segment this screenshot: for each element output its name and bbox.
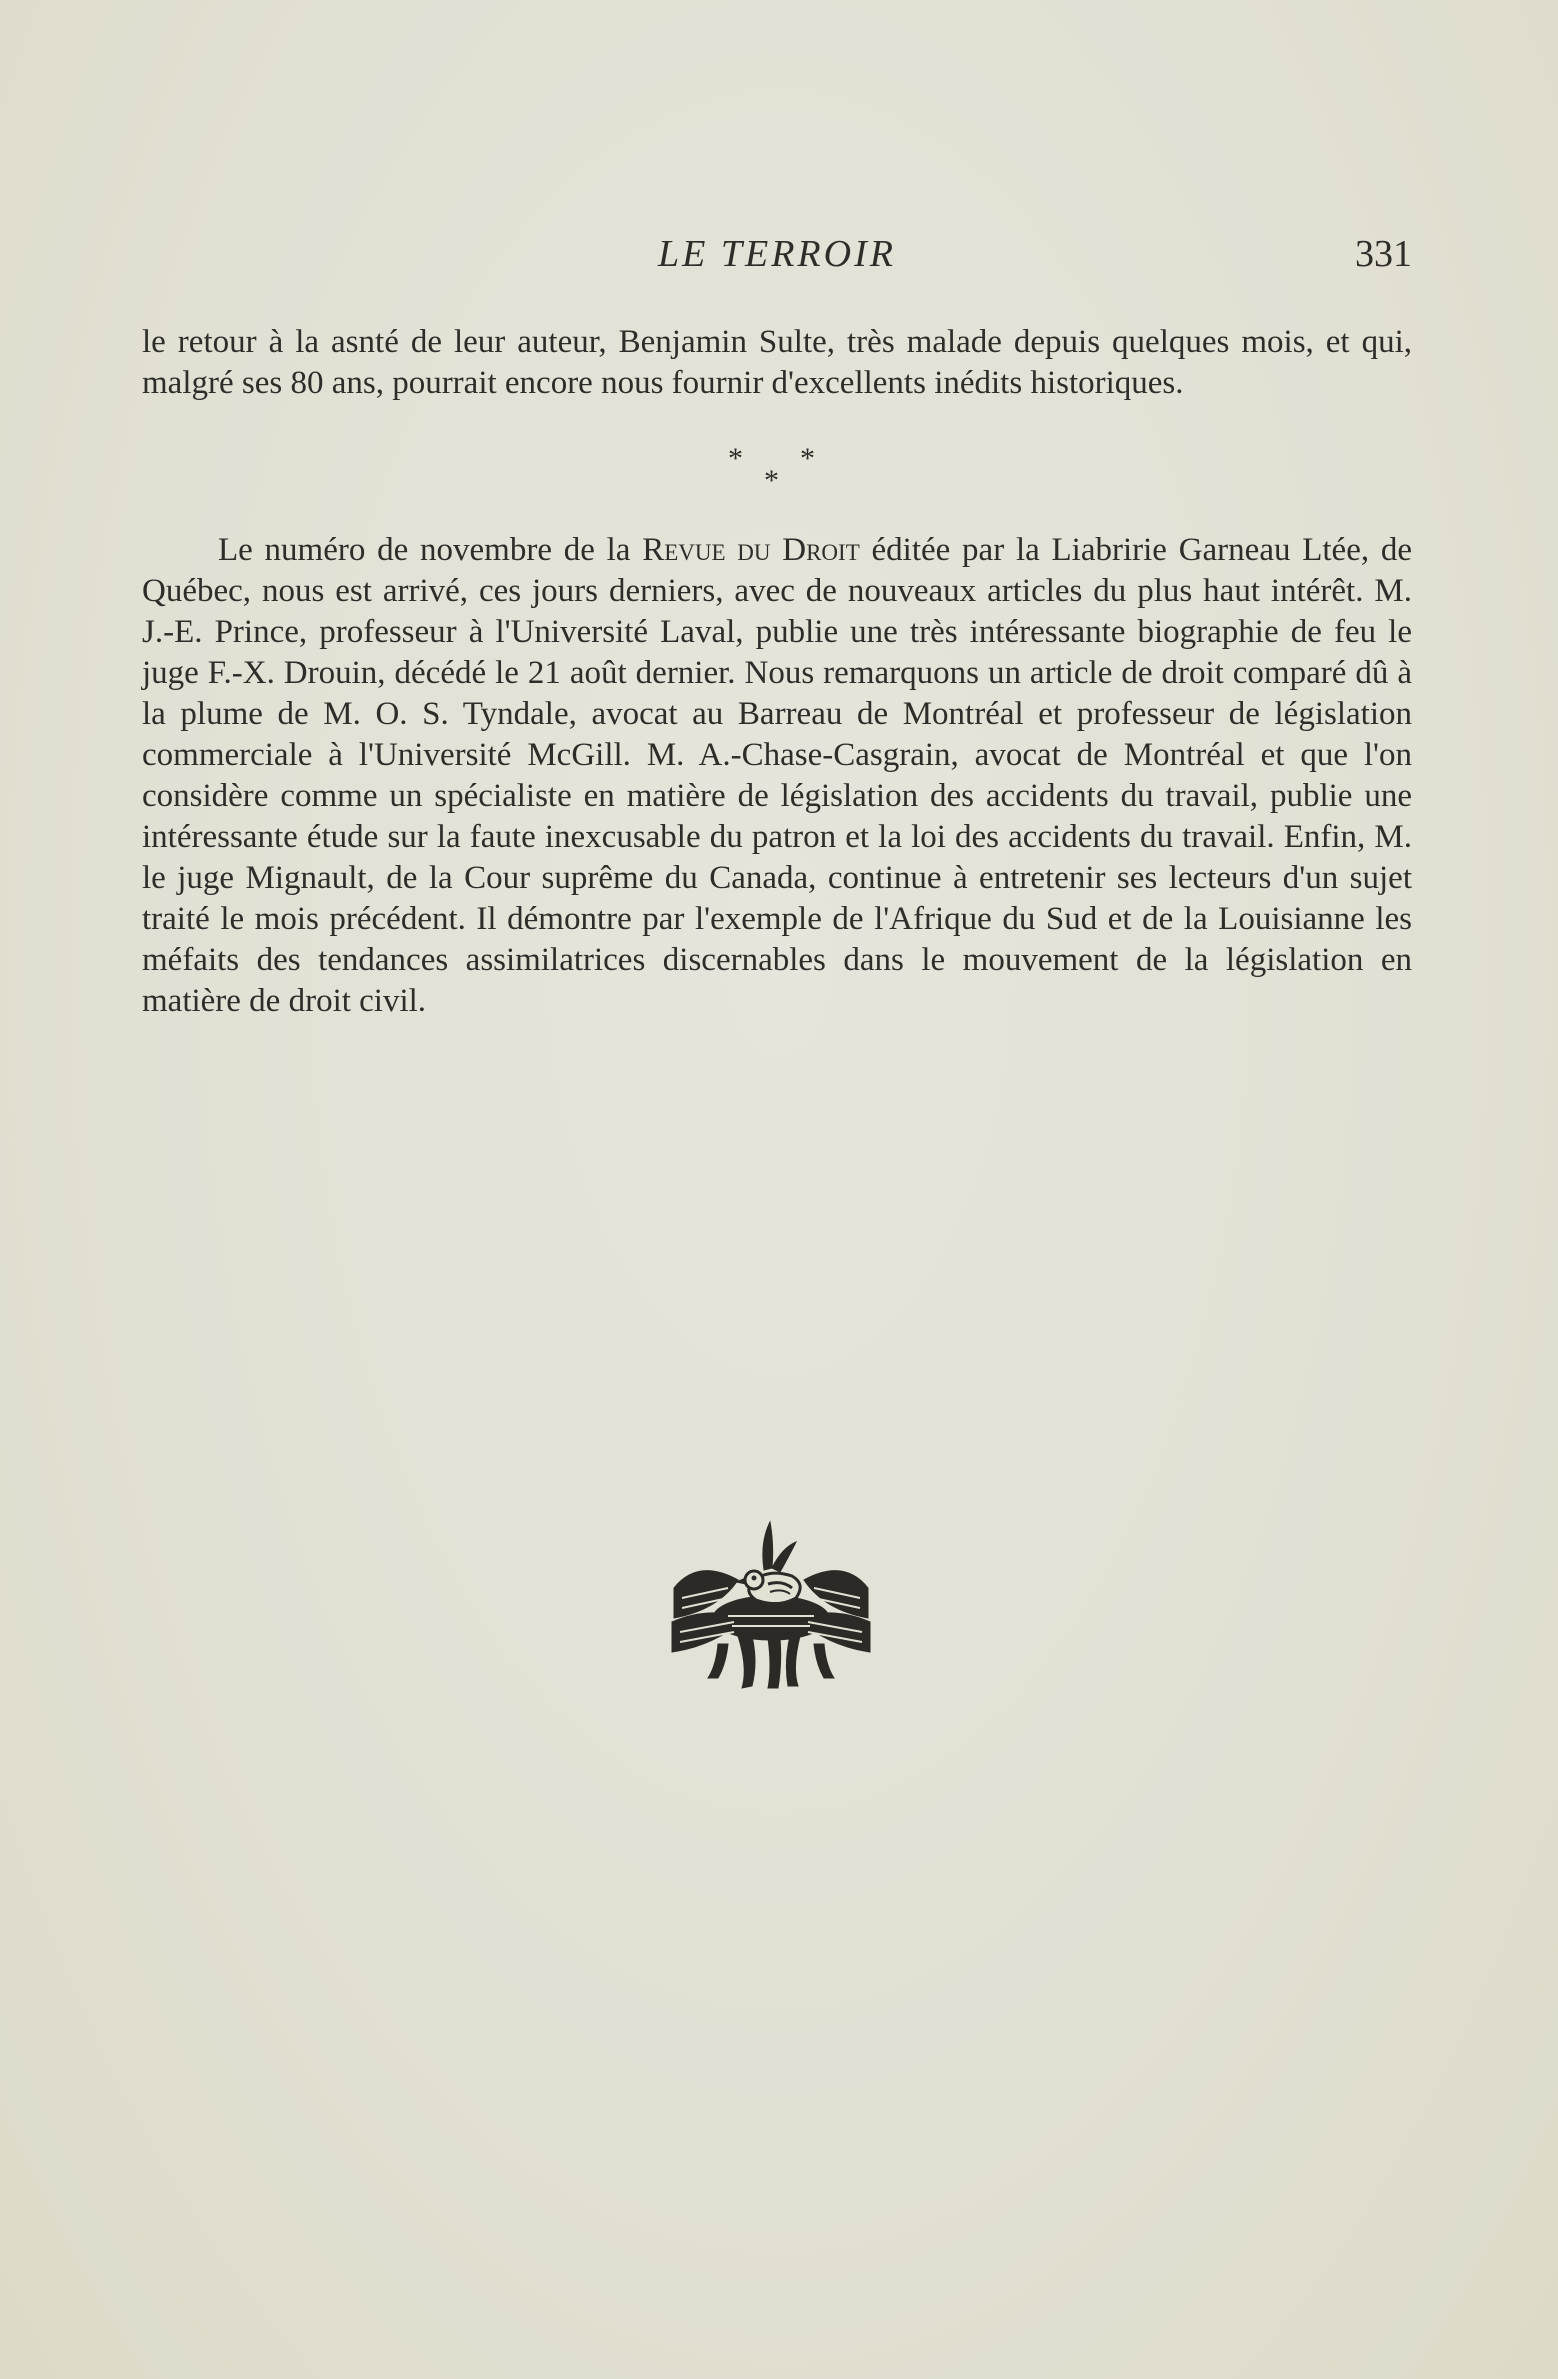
bird-wheat-vignette-icon (668, 1518, 874, 1690)
asterism-star: * (764, 464, 779, 497)
running-head (142, 232, 1412, 286)
asterism-star: * (728, 442, 743, 475)
section-asterism (720, 442, 820, 502)
running-title: LE TERROIR (658, 233, 896, 275)
main-paragraph (142, 530, 1412, 1022)
main-paragraph-lead: Le numéro de novembre de la (218, 532, 643, 568)
continued-paragraph (142, 322, 1412, 404)
continued-paragraph-text: le retour à la asnté de leur auteur, Benjamin Sulte, très malade depuis quelques mois, et qui, malgré ses 80 ans, pourrait encore nous fournir d'excellents inédits historiques. (142, 324, 1412, 401)
main-paragraph-body: éditée par la Liabririe Garneau Ltée, de Québec, nous est arrivé, ces jours derniers, avec de nouveaux articles du plus haut intérêt. M. J.-E. Prince, professeur à l'Université Laval, publie une très intéressante biographie de feu le juge F.-X. Drouin, décédé le 21 août dernier. Nous remarquons un article de droit comparé dû à la plume de M. O. S. Tyndale, avocat au Barreau de Montréal et professeur de législation commerciale à l'Université McGill. M. A.-Chase-Casgrain, avocat de Montréal et que l'on considère comme un spécialiste en matière de législation des accidents du travail, publie une intéressante étude sur la faute inexcusable du patron et la loi des accidents du travail. Enfin, M. le juge Mignault, de la Cour suprême du Canada, continue à entretenir ses lecteurs d'un sujet traité le mois précédent. Il démontre par l'exemple de l'Afrique du Sud et de la Louisianne les méfaits des tendances assimilatrices discernables dans le mouvement de la législation en matière de droit civil. (142, 532, 1412, 1019)
journal-title: Revue du Droit (642, 532, 860, 568)
main-paragraph-text (142, 530, 1412, 1022)
page-number: 331 (1355, 233, 1412, 275)
asterism-star: * (800, 442, 815, 475)
